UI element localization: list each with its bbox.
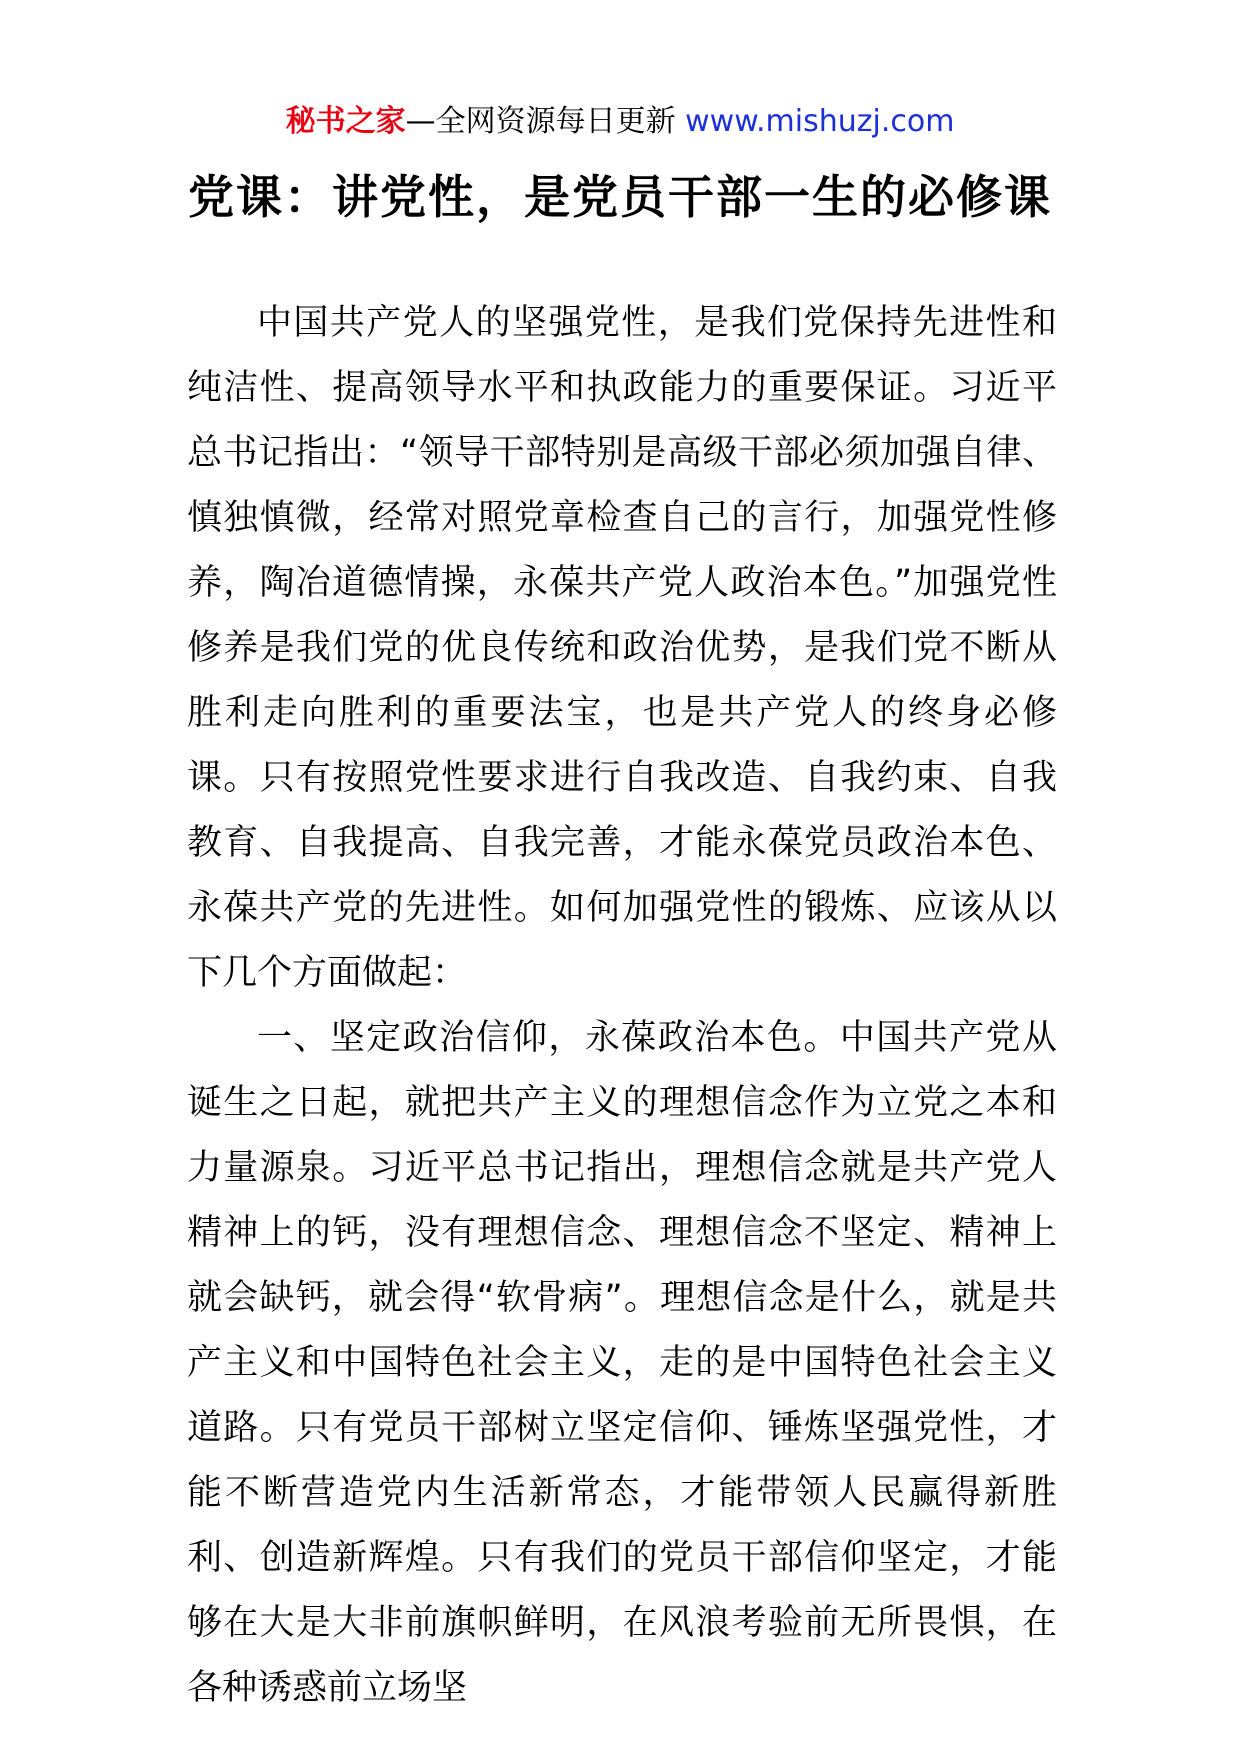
document-body	[187, 291, 1057, 1721]
paragraph-text: 中国共产党从诞生之日起，就把共产主义的理想信念作为立党之本和力量源泉。习近平总书记指出，理想信念就是共产党人精神上的钙，没有理想信念、理想信念不坚定、精神上就会缺钙，就会得“软骨病”。理想信念是什么，就是共产主义和中国特色社会主义，走的是中国特色社会主义道路。只有党员干部树立坚定信仰、锤炼坚强党性，才能不断营造党内生活新常态，才能带领人民赢得新胜利、创造新辉煌。只有我们的党员干部信仰坚定，才能够在大是大非前旗帜鲜明，在风浪考验前无所畏惧，在各种诱惑前立场坚	[187, 1018, 1057, 1708]
brand-name: 秘书之家	[285, 104, 406, 139]
site-url-link[interactable]: www.mishuzj.com	[685, 104, 955, 139]
paragraph-lead: 一、坚定政治信仰，永葆政治本色。	[257, 1018, 840, 1058]
document-title: 党课：讲党性，是党员干部一生的必修课	[188, 170, 1052, 224]
paragraph-text: 中国共产党人的坚强党性，是我们党保持先进性和纯洁性、提高领导水平和执政能力的重要保证。习近平总书记指出：“领导干部特别是高级干部必须加强自律、慎独慎微，经常对照党章检查自己的言行，加强党性修养，陶冶道德情操，永葆共产党人政治本色。”加强党性修养是我们党的优良传统和政治优势，是我们党不断从胜利走向胜利的重要法宝，也是共产党人的终身必修课。只有按照党性要求进行自我改造、自我约束、自我教育、自我提高、自我完善，才能永葆党员政治本色、永葆共产党的先进性。如何加强党性的锻炼、应该从以下几个方面做起：	[187, 303, 1057, 993]
paragraph	[187, 1006, 1057, 1721]
paragraph	[187, 291, 1057, 1006]
header-tagline: —全网资源每日更新	[405, 104, 676, 139]
site-header	[0, 100, 1240, 144]
